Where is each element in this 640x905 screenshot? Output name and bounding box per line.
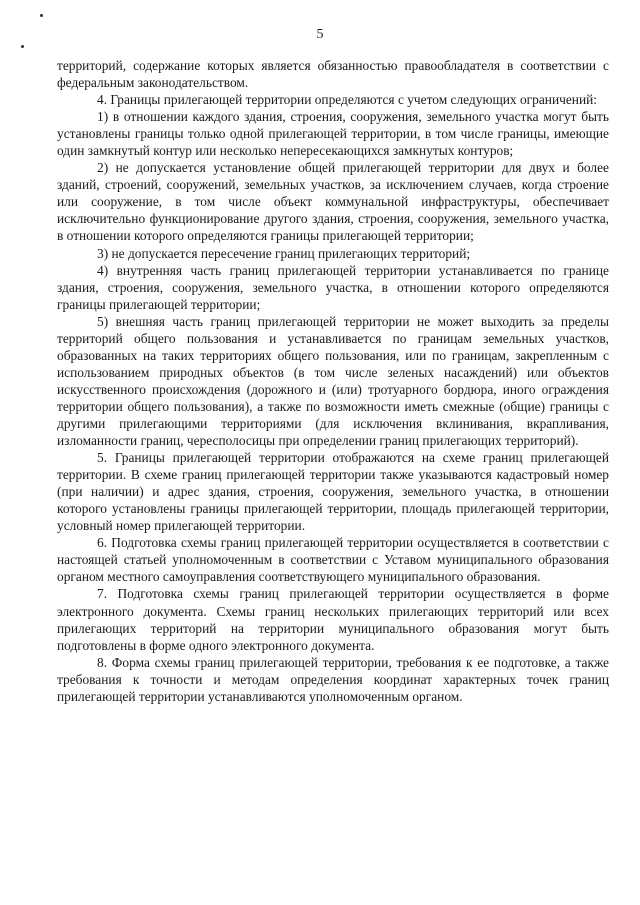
document-body — [57, 57, 609, 705]
paragraph-item-1: 1) в отношении каждого здания, строения, сооружения, земельного участка могут быть установлены границы только одной прилегающей территории, в том числе границы, имеющие один замкнутый контур или несколько непересекающихся замкнутых контуров; — [57, 109, 609, 159]
paragraph-clause-8: 8. Форма схемы границ прилегающей территории, требования к ее подготовке, а также требования к точности и методам определения координат характерных точек границ прилегающей территории устанавливаются уполномоченным органом. — [57, 654, 609, 704]
scan-speck — [40, 14, 43, 17]
paragraph-clause-4: 4. Границы прилегающей территории определяются с учетом следующих ограничений: — [97, 92, 598, 108]
scan-speck — [21, 45, 24, 48]
paragraph-item-5: 5) внешняя часть границ прилегающей территории не может выходить за пределы территорий общего пользования и устанавливается по границам земельных участков, образованных на таких территориях общего пользования, или по границам, закрепленным с использованием природных объектов (в том числе зеленых насаждений) или объектов искусственного происхождения (дорожного и (или) тротуарного бордюра, иного ограждения территории общего пользования), а также по возможности иметь смежные (общие) границы с другими прилегающими территориями (для исключения вклинивания, вкрапливания, изломанности границ, чересполосицы при определении границ прилегающих территорий). — [57, 313, 609, 449]
page-number: 5 — [316, 27, 324, 42]
paragraph-continuation: территорий, содержание которых является обязанностью правообладателя в соответствии с федеральным законодательством. — [57, 58, 609, 91]
paragraph-item-2: 2) не допускается установление общей прилегающей территории для двух и более зданий, строений, сооружений, земельных участков, за исключением случаев, когда строение или сооружение, в том числе объект коммунальной инфраструктуры, обеспечивает исключительно функционирование другого здания, строения, сооружения, земельного участка, в отношении которого определяются границы прилегающей территории; — [57, 160, 609, 244]
paragraph-item-3: 3) не допускается пересечение границ прилегающих территорий; — [97, 245, 471, 261]
paragraph-clause-7: 7. Подготовка схемы границ прилегающей территории осуществляется в форме электронного документа. Схемы границ нескольких прилегающих территорий или всех прилегающих территорий на территории муниципального образования могут быть подготовлены в форме одного электронного документа. — [57, 586, 609, 653]
paragraph-clause-5: 5. Границы прилегающей территории отображаются на схеме границ прилегающей территории. В схеме границ прилегающей территории также указываются кадастровый номер (при наличии) и адрес здания, строения, сооружения, земельного участка, в отношении которого установлены границы прилегающей территории, площадь прилегающей территории, условный номер прилегающей территории. — [57, 450, 609, 534]
paragraph-clause-6: 6. Подготовка схемы границ прилегающей территории осуществляется в соответствии с настоящей статьей уполномоченным в соответствии с Уставом муниципального образования органом местного самоуправления соответствующего муниципального образования. — [57, 535, 609, 585]
paragraph-item-4: 4) внутренняя часть границ прилегающей территории устанавливается по границе здания, строения, сооружения, земельного участка, в отношении которого определяются границы прилегающей территории; — [57, 262, 609, 312]
